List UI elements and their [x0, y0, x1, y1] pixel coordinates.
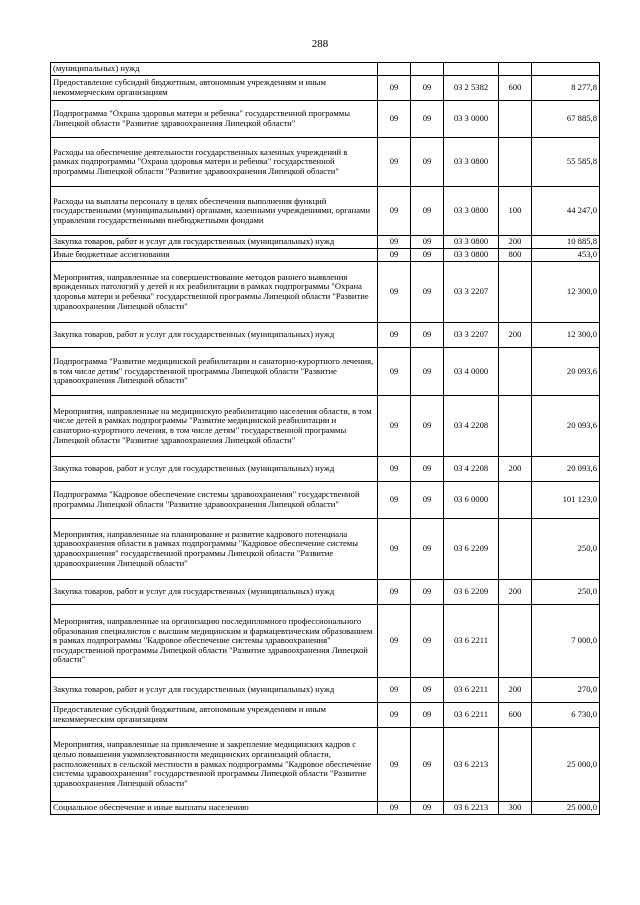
amount: 6 730,0 [532, 703, 600, 728]
expense-type-code [499, 396, 532, 457]
target-article-code: 03 4 2208 [444, 457, 499, 482]
amount: 10 885,8 [532, 236, 600, 249]
target-article-code: 03 6 2209 [444, 580, 499, 605]
amount: 67 885,8 [532, 101, 600, 138]
target-article-code: 03 2 5382 [444, 76, 499, 101]
subsection-code: 09 [411, 802, 444, 815]
row-description: (муниципальных) нужд [51, 63, 378, 76]
expense-type-code [499, 101, 532, 138]
table-row [51, 348, 600, 396]
expense-type-code [499, 262, 532, 323]
row-description: Закупка товаров, работ и услуг для государственных (муниципальных) нужд [51, 457, 378, 482]
expense-type-code [499, 138, 532, 187]
section-code: 09 [378, 580, 411, 605]
section-code: 09 [378, 605, 411, 678]
section-code: 09 [378, 482, 411, 519]
row-description: Мероприятия, направленные на планирование и развитие кадрового потенциала здравоохранения области в рамках подпрограммы "Кадровое обеспечение системы здравоохранения" государственной программы Липецкой области "Развитие здравоохранения Липецкой области" [51, 519, 378, 580]
amount: 7 000,0 [532, 605, 600, 678]
subsection-code [411, 63, 444, 76]
target-article-code: 03 4 2208 [444, 396, 499, 457]
expense-type-code [499, 605, 532, 678]
section-code: 09 [378, 138, 411, 187]
expense-type-code [499, 519, 532, 580]
expense-type-code: 200 [499, 678, 532, 703]
table-row [51, 605, 600, 678]
subsection-code: 09 [411, 76, 444, 101]
row-description: Расходы на обеспечение деятельности государственных казенных учреждений в рамках подпрограммы "Охрана здоровья матери и ребенка" государственной программы Липецкой области "Развитие здравоохранения Липецкой области" [51, 138, 378, 187]
row-description: Социальное обеспечение и иные выплаты населению [51, 802, 378, 815]
target-article-code: 03 3 0800 [444, 249, 499, 262]
target-article-code: 03 6 2213 [444, 802, 499, 815]
expense-type-code: 600 [499, 703, 532, 728]
table-row [51, 482, 600, 519]
amount: 250,0 [532, 580, 600, 605]
section-code: 09 [378, 262, 411, 323]
subsection-code: 09 [411, 457, 444, 482]
target-article-code: 03 6 2211 [444, 703, 499, 728]
row-description: Закупка товаров, работ и услуг для государственных (муниципальных) нужд [51, 678, 378, 703]
target-article-code: 03 3 2207 [444, 323, 499, 348]
expense-type-code: 100 [499, 187, 532, 236]
section-code: 09 [378, 396, 411, 457]
section-code: 09 [378, 728, 411, 802]
expense-type-code [499, 348, 532, 396]
table-row [51, 187, 600, 236]
row-description: Подпрограмма "Кадровое обеспечение системы здравоохранения" государственной программы Липецкой области "Развитие здравоохранения Липецкой области" [51, 482, 378, 519]
row-description: Расходы на выплаты персоналу в целях обеспечения выполнения функций государственными (муниципальными) органами, казенными учреждениями, органами управления государственными внебюджетными фондами [51, 187, 378, 236]
subsection-code: 09 [411, 187, 444, 236]
section-code: 09 [378, 101, 411, 138]
row-description: Мероприятия, направленные на медицинскую реабилитацию населения области, в том числе детей в рамках подпрограммы "Развитие медицинской реабилитации и санаторно-курортного лечения, в том числе детям" государственной программы Липецкой области "Развитие здравоохранения Липецкой области" [51, 396, 378, 457]
subsection-code: 09 [411, 236, 444, 249]
target-article-code: 03 6 0000 [444, 482, 499, 519]
amount [532, 63, 600, 76]
amount: 20 093,6 [532, 457, 600, 482]
section-code: 09 [378, 802, 411, 815]
table-row [51, 262, 600, 323]
section-code: 09 [378, 457, 411, 482]
row-description: Подпрограмма "Охрана здоровья матери и ребенка" государственной программы Липецкой области "Развитие здравоохранения Липецкой области" [51, 101, 378, 138]
subsection-code: 09 [411, 678, 444, 703]
amount: 25 000,0 [532, 802, 600, 815]
table-row [51, 323, 600, 348]
section-code: 09 [378, 519, 411, 580]
table-row [51, 519, 600, 580]
expense-type-code: 300 [499, 802, 532, 815]
expense-type-code: 200 [499, 236, 532, 249]
amount: 8 277,8 [532, 76, 600, 101]
expense-type-code [499, 728, 532, 802]
subsection-code: 09 [411, 605, 444, 678]
subsection-code: 09 [411, 519, 444, 580]
table-row [51, 802, 600, 815]
target-article-code: 03 3 0800 [444, 187, 499, 236]
table-row [51, 138, 600, 187]
row-description: Закупка товаров, работ и услуг для государственных (муниципальных) нужд [51, 323, 378, 348]
subsection-code: 09 [411, 101, 444, 138]
subsection-code: 09 [411, 138, 444, 187]
table-row [51, 396, 600, 457]
section-code [378, 63, 411, 76]
table-row [51, 236, 600, 249]
target-article-code: 03 6 2209 [444, 519, 499, 580]
target-article-code: 03 3 0800 [444, 236, 499, 249]
expense-type-code: 200 [499, 580, 532, 605]
amount: 20 093,6 [532, 396, 600, 457]
row-description: Предоставление субсидий бюджетным, автономным учреждениям и иным некоммерческим организациям [51, 703, 378, 728]
table-row [51, 580, 600, 605]
expense-type-code [499, 63, 532, 76]
target-article-code: 03 6 2213 [444, 728, 499, 802]
table-row [51, 76, 600, 101]
target-article-code: 03 3 0000 [444, 101, 499, 138]
amount: 12 300,0 [532, 323, 600, 348]
subsection-code: 09 [411, 262, 444, 323]
expense-type-code [499, 482, 532, 519]
subsection-code: 09 [411, 482, 444, 519]
amount: 44 247,0 [532, 187, 600, 236]
amount: 12 300,0 [532, 262, 600, 323]
section-code: 09 [378, 76, 411, 101]
amount: 453,0 [532, 249, 600, 262]
row-description: Предоставление субсидий бюджетным, автономным учреждениям и иным некоммерческим организациям [51, 76, 378, 101]
subsection-code: 09 [411, 396, 444, 457]
section-code: 09 [378, 249, 411, 262]
expense-type-code: 200 [499, 457, 532, 482]
section-code: 09 [378, 348, 411, 396]
subsection-code: 09 [411, 348, 444, 396]
row-description: Мероприятия, направленные на совершенствование методов раннего выявления врожденных патологий у детей и их реабилитации в рамках подпрограммы "Охрана здоровья матери и ребенка" государственной программы Липецкой области "Развитие здравоохранения Липецкой области" [51, 262, 378, 323]
table-row [51, 63, 600, 76]
table-row [51, 728, 600, 802]
amount: 20 093,6 [532, 348, 600, 396]
table-row [51, 101, 600, 138]
subsection-code: 09 [411, 703, 444, 728]
section-code: 09 [378, 703, 411, 728]
table-row [51, 678, 600, 703]
page-number: 288 [311, 38, 329, 50]
expense-type-code: 200 [499, 323, 532, 348]
amount: 250,0 [532, 519, 600, 580]
expense-type-code: 800 [499, 249, 532, 262]
amount: 25 000,0 [532, 728, 600, 802]
target-article-code: 03 3 0800 [444, 138, 499, 187]
row-description: Закупка товаров, работ и услуг для государственных (муниципальных) нужд [51, 580, 378, 605]
section-code: 09 [378, 236, 411, 249]
expense-type-code: 600 [499, 76, 532, 101]
table-row [51, 249, 600, 262]
subsection-code: 09 [411, 728, 444, 802]
row-description: Подпрограмма "Развитие медицинской реабилитации и санаторно-курортного лечения, в том числе детям" государственной программы Липецкой области "Развитие здравоохранения Липецкой области" [51, 348, 378, 396]
row-description: Иные бюджетные ассигнования [51, 249, 378, 262]
table-row [51, 457, 600, 482]
table-row [51, 703, 600, 728]
target-article-code [444, 63, 499, 76]
subsection-code: 09 [411, 580, 444, 605]
amount: 270,0 [532, 678, 600, 703]
target-article-code: 03 4 0000 [444, 348, 499, 396]
subsection-code: 09 [411, 249, 444, 262]
section-code: 09 [378, 323, 411, 348]
row-description: Мероприятия, направленные на привлечение и закрепление медицинских кадров с целью повышения укомплектованности медицинских организаций области, расположенных в сельской местности в рамках подпрограммы "Кадровое обеспечение системы здравоохранения" государственной программы Липецкой области "Развитие здравоохранения Липецкой области" [51, 728, 378, 802]
section-code: 09 [378, 187, 411, 236]
target-article-code: 03 6 2211 [444, 605, 499, 678]
target-article-code: 03 3 2207 [444, 262, 499, 323]
amount: 55 585,8 [532, 138, 600, 187]
subsection-code: 09 [411, 323, 444, 348]
section-code: 09 [378, 678, 411, 703]
target-article-code: 03 6 2211 [444, 678, 499, 703]
budget-table [50, 62, 600, 815]
row-description: Закупка товаров, работ и услуг для государственных (муниципальных) нужд [51, 236, 378, 249]
row-description: Мероприятия, направленные на организацию последипломного профессионального образования специалистов с высшим медицинским и фармацевтическим образованием в рамках подпрограммы "Кадровое обеспечение системы здравоохранения" государственной программы Липецкой области "Развитие здравоохранения Липецкой области" [51, 605, 378, 678]
amount: 101 123,0 [532, 482, 600, 519]
